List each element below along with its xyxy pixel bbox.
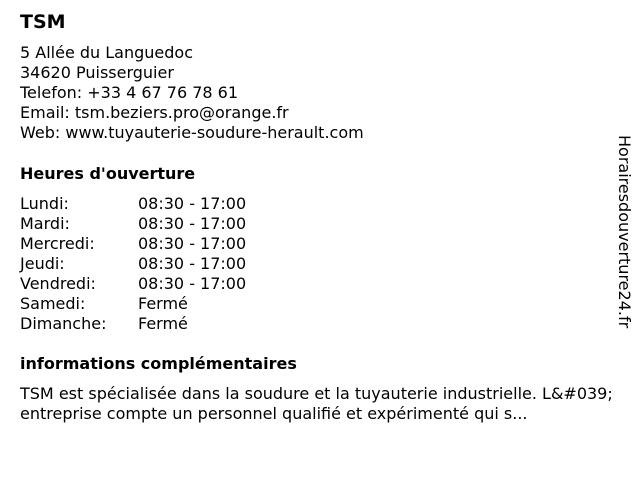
day-label: Mardi: (20, 214, 70, 233)
hours-row-wednesday (20, 234, 246, 254)
time-value: 08:30 - 17:00 (138, 274, 247, 293)
address-city: 34620 Puisserguier (20, 63, 174, 82)
hours-row-tuesday (20, 214, 246, 234)
time-value: 08:30 - 17:00 (138, 234, 247, 253)
website-text: Web: www.tuyauterie-soudure-herault.com (20, 123, 364, 142)
contact-block (20, 43, 364, 143)
time-value: 08:30 - 17:00 (138, 194, 247, 213)
hours-table (20, 194, 246, 334)
hours-heading: Heures d'ouverture (20, 164, 196, 183)
site-watermark: Horairesdouverture24.fr (615, 135, 634, 329)
hours-row-sunday (20, 314, 246, 334)
hours-row-saturday (20, 294, 246, 314)
hours-row-thursday (20, 254, 246, 274)
business-name: TSM (20, 11, 66, 33)
day-label: Jeudi: (20, 254, 65, 273)
business-description: TSM est spécialisée dans la soudure et la tuyauterie industrielle. L&#039;entreprise compte un personnel qualifié et expérimenté qui s... (20, 384, 613, 423)
day-label: Lundi: (20, 194, 69, 213)
day-label: Vendredi: (20, 274, 96, 293)
info-heading: informations complémentaires (20, 354, 297, 373)
day-label: Mercredi: (20, 234, 95, 253)
day-label: Samedi: (20, 294, 86, 313)
address-street: 5 Allée du Languedoc (20, 43, 193, 62)
time-value: 08:30 - 17:00 (138, 254, 247, 273)
phone-text: Telefon: +33 4 67 76 78 61 (20, 83, 239, 102)
time-value: Fermé (138, 294, 188, 313)
day-label: Dimanche: (20, 314, 107, 333)
hours-row-friday (20, 274, 246, 294)
time-value: 08:30 - 17:00 (138, 214, 247, 233)
hours-row-monday (20, 194, 246, 214)
time-value: Fermé (138, 314, 188, 333)
email-text: Email: tsm.beziers.pro@orange.fr (20, 103, 289, 122)
